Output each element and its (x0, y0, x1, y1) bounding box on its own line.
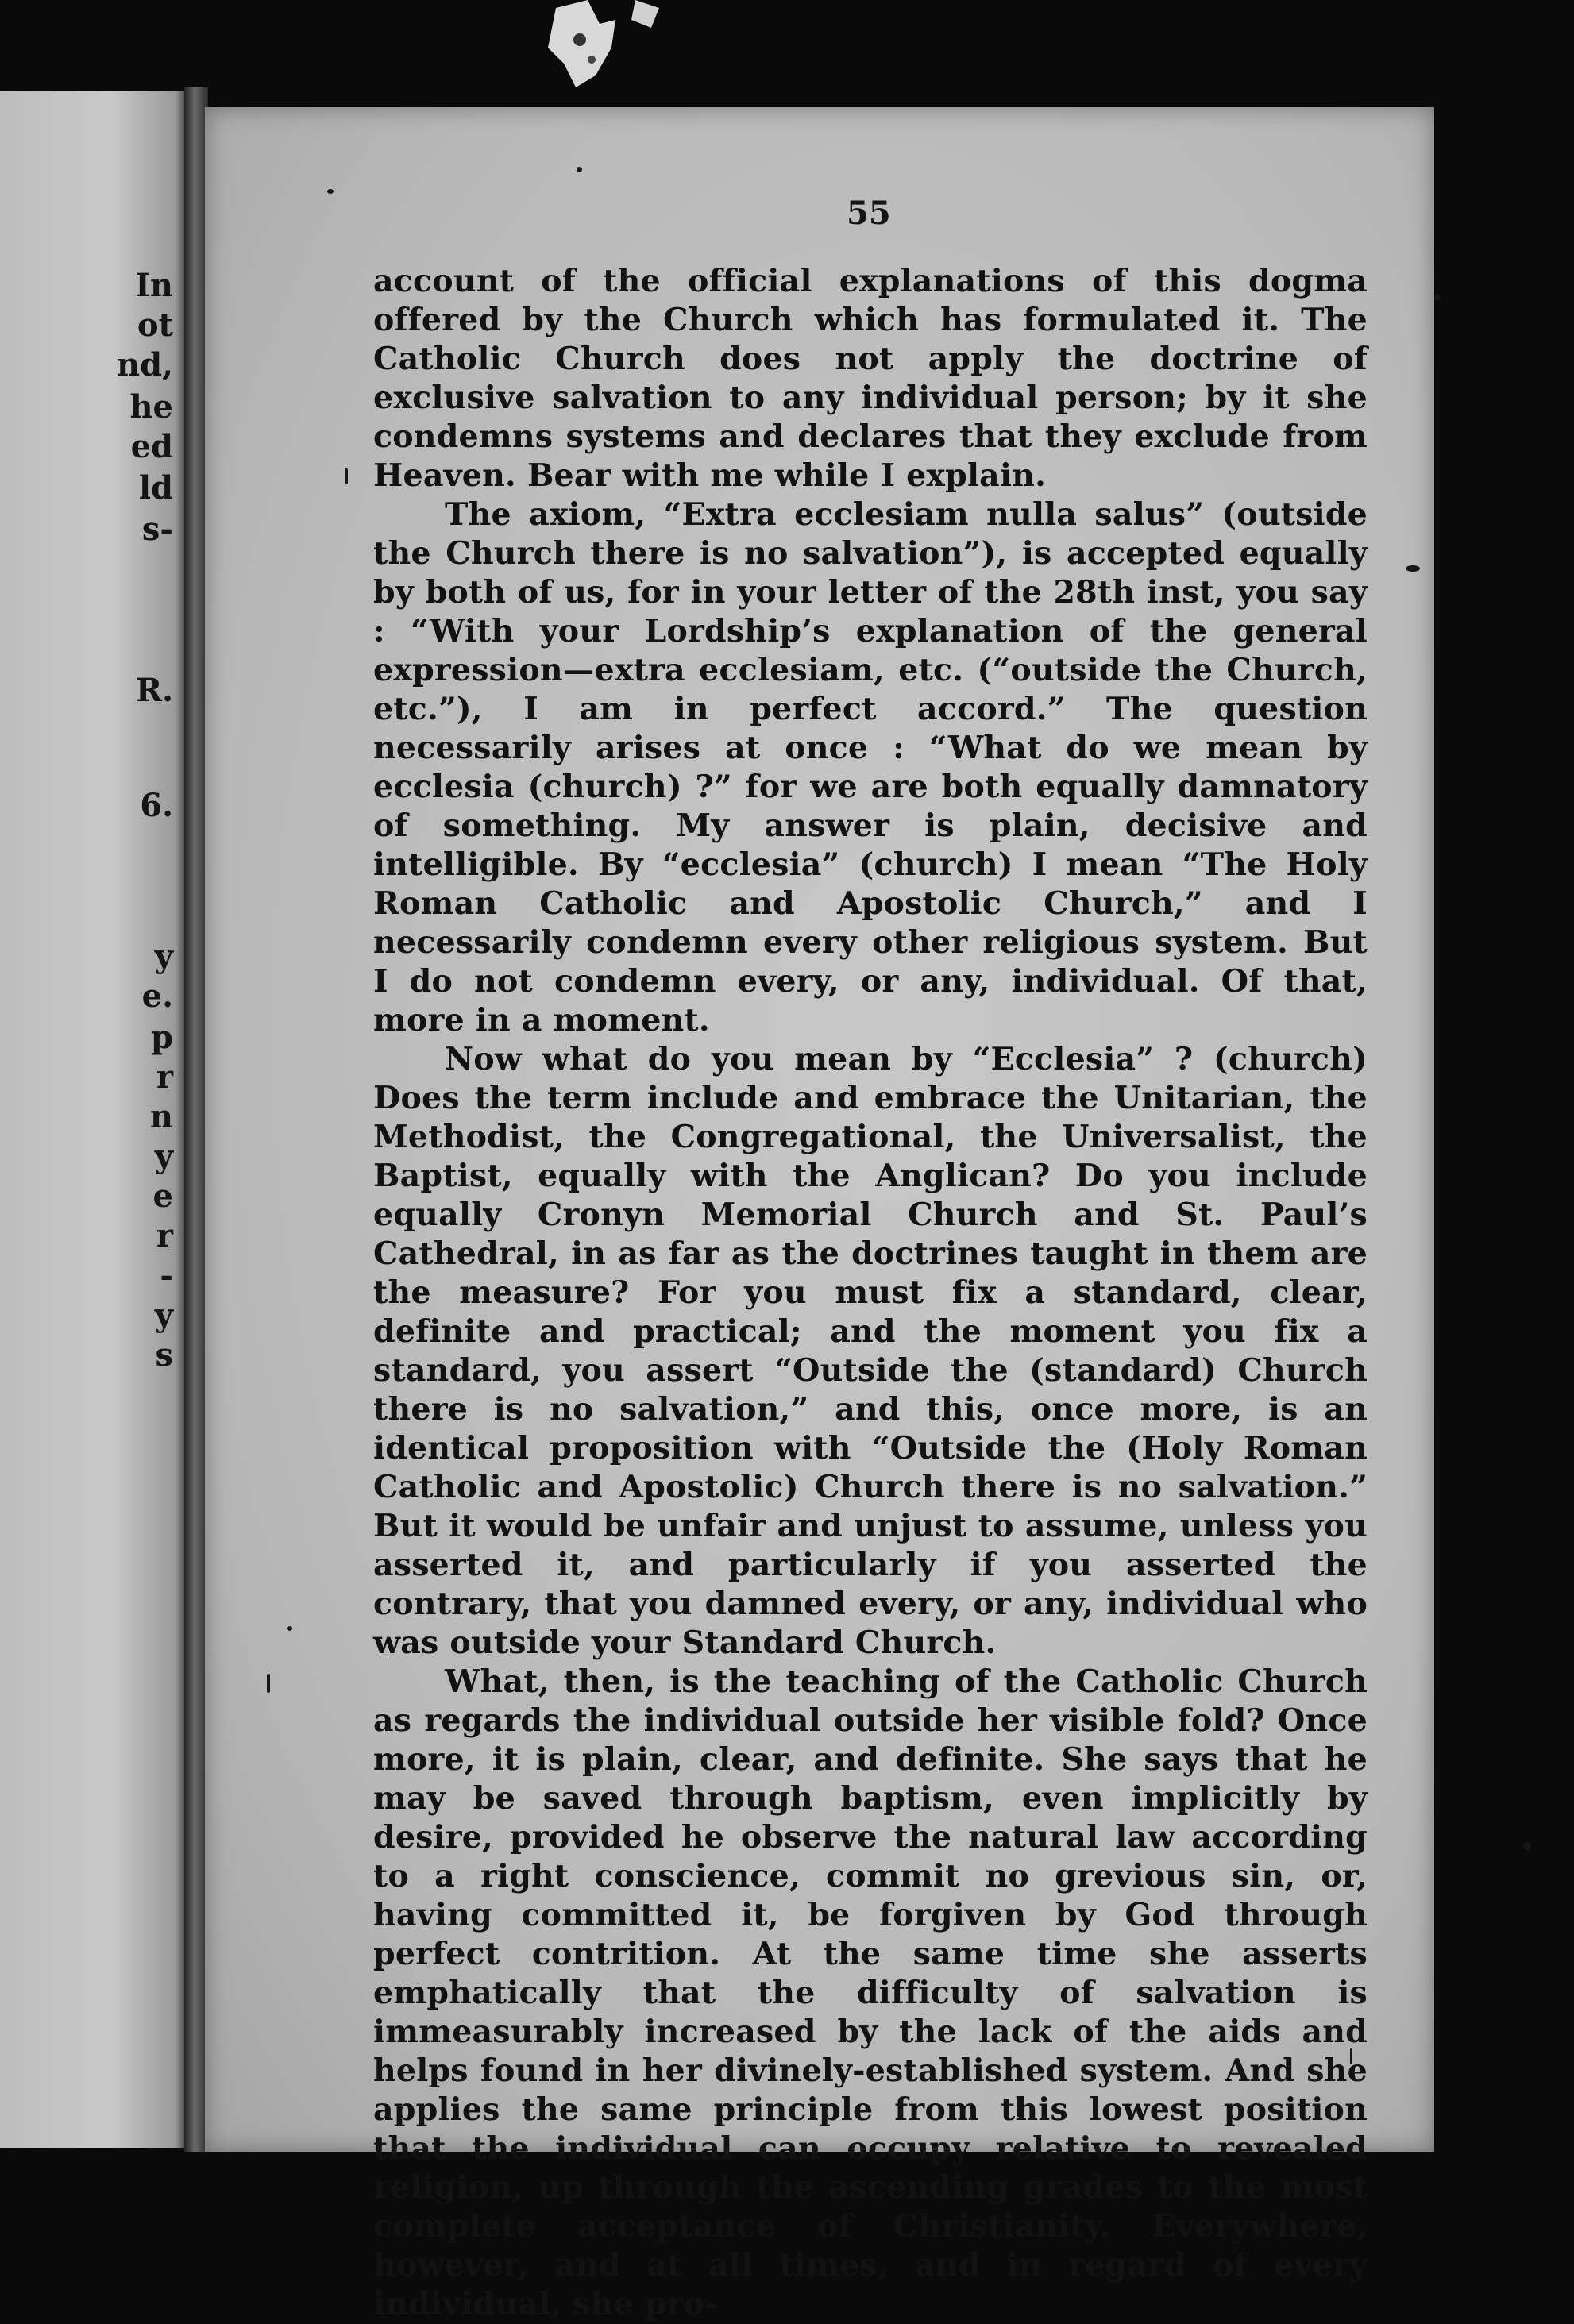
left-page-fragment: r (156, 1217, 173, 1254)
paragraph: What, then, is the teaching of the Catholic Church as regards the individual outside her visible fold? Once more, it is plain, clear, and definite. She says that he may be saved through baptism, even implicitly by desire, provided he observe the natural law according to a right conscience, commit no grevious sin, or, having committed it, be forgiven by God through perfect contrition. At the same time she asserts emphatically that the difficulty of salvation is immeasurably increased by the lack of the aids and helps found in her divinely-established system. And she applies the same principle from this lowest position that the individual can occupy relative to revealed religion, up through the ascending grades to the most complete acceptance of Christianity. Everywhere, however, and at all times, and in regard of every individual, she pro- (373, 1663, 1368, 2322)
paragraph: account of the official explanations of this dogma offered by the Church which has formulated it. The Catholic Church does not apply the doctrine of exclusive salvation to any individual person; by it she condemns systems and declares that they exclude from Heaven. Bear with me while I explain. (373, 263, 1368, 494)
scan-speck (267, 1674, 270, 1693)
left-page-fragment: ld (138, 469, 173, 507)
left-page-fragment: s- (141, 511, 173, 548)
scan-speck (327, 189, 334, 194)
left-page-fragment: r (156, 1058, 173, 1096)
left-page-fragment: n (149, 1098, 173, 1135)
torn-paper-scrap (540, 0, 667, 95)
left-page-fragment: nd, (117, 346, 173, 383)
left-page-fragment: - (160, 1257, 173, 1294)
page-number: 55 (847, 195, 891, 232)
left-page-fragment: he (129, 388, 173, 426)
scan-speck (287, 1626, 292, 1631)
body-text (373, 262, 1368, 2324)
left-page-fragment: y (154, 1297, 173, 1334)
left-page-fragment: y (154, 938, 173, 975)
left-page-fragment: e (152, 1177, 173, 1215)
scan-speck (1406, 565, 1420, 572)
left-page-fragment: s (155, 1336, 173, 1374)
paragraph: The axiom, “Extra ecclesiam nulla salus” (outside the Church there is no salvation”), is accepted equally by both of us, for in your letter of the 28th inst, you say : “With your Lordship’s explanation of the general expression—extra ecclesiam, etc. (“outside the Church, etc.”), I am in perfect accord.” The question necessarily arises at once : “What do we mean by ecclesia (church) ?” for we are both equally damnatory of something. My answer is plain, decisive and intelligible. By “ecclesia” (church) I mean “The Holy Roman Catholic and Apostolic Church,” and I necessarily condemn every other religious system. But I do not condemn every, or any, individual. Of that, more in a moment. (373, 496, 1368, 1039)
scan-speck (345, 468, 348, 484)
left-page-fragment: y (154, 1138, 173, 1175)
scan-speck (1523, 1842, 1531, 1850)
facing-page-left (0, 91, 184, 2148)
left-page-fragment: 6. (140, 787, 173, 824)
scan-speck (577, 167, 582, 172)
left-page-fragment: p (151, 1019, 173, 1056)
paragraph: Now what do you mean by “Ecclesia” ? (church) Does the term include and embrace the Unitarian, the Methodist, the Congregational, the Universalist, the Baptist, equally with the Anglican? Do you include equally Cronyn Memorial Church and St. Paul’s Cathedral, in as far as the doctrines taught in them are the measure? For you must fix a standard, clear, definite and practical; and the moment you fix a standard, you assert “Outside the (standard) Church there is no salvation,” and this, once more, is an identical proposition with “Outside the (Holy Roman Catholic and Apostolic) Church there is no salvation.” But it would be unfair and unjust to assume, unless you asserted it, and particularly if you asserted the contrary, that you damned every, or any, individual who was outside your Standard Church. (373, 1041, 1368, 1661)
left-page-fragment: ed (130, 428, 173, 465)
left-page-fragment: In (135, 267, 173, 304)
left-page-fragment: R. (135, 672, 173, 709)
left-page-fragment: ot (137, 306, 173, 344)
scan-speck (1434, 294, 1441, 300)
left-page-fragment: e. (141, 977, 173, 1015)
